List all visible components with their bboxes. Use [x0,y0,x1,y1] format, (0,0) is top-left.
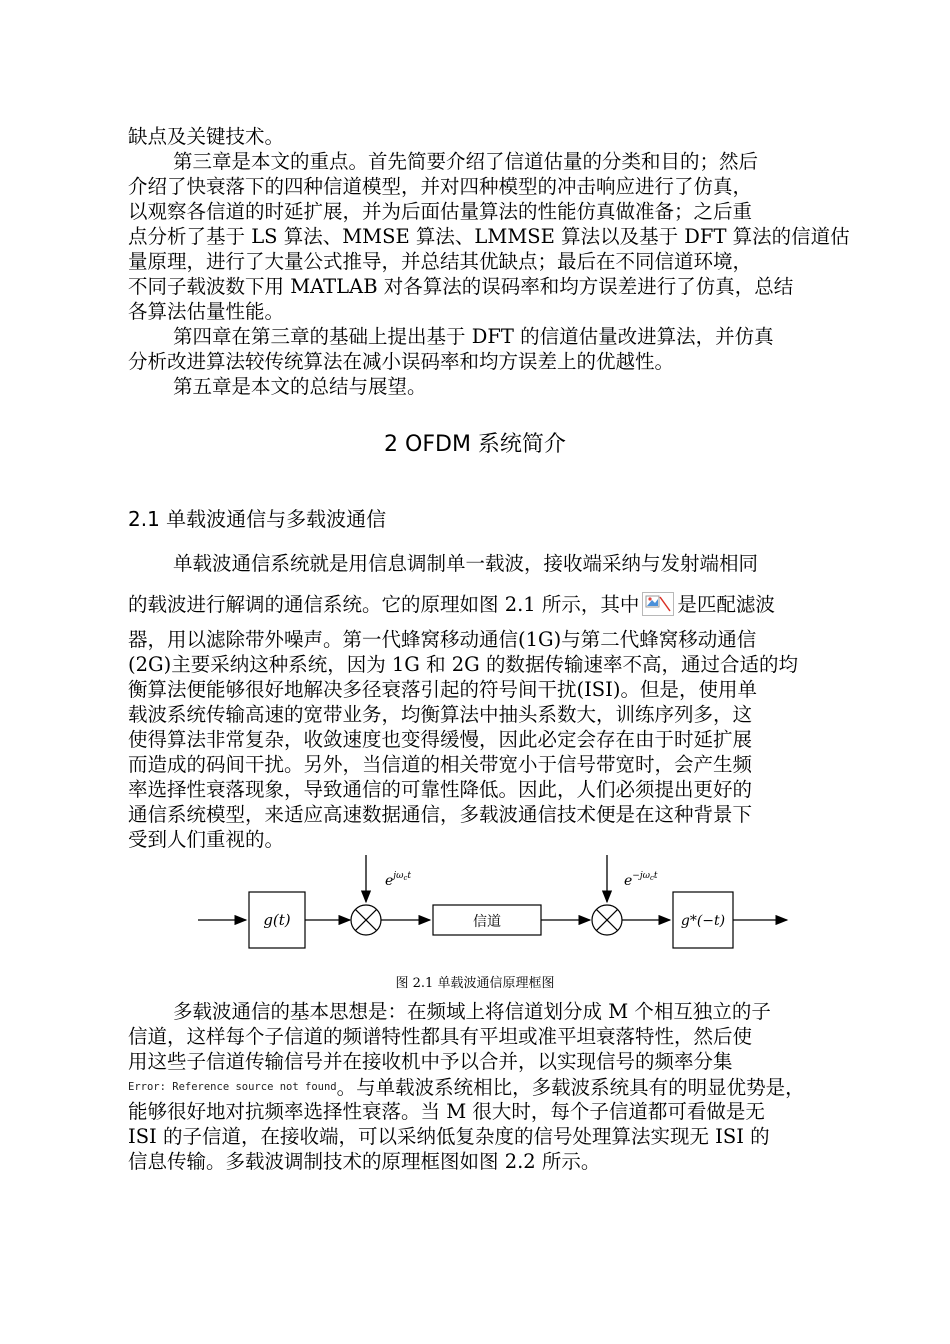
body-line: 单载波通信系统就是用信息调制单一载波，接收端采纳与发射端相同 [173,552,759,575]
body-line: 信道，这样每个子信道的频谱特性都具有平坦或准平坦衰落特性，然后使 [128,1025,753,1048]
reference-error-text: Error: Reference source not found [128,1081,337,1093]
body-line: 使得算法非常复杂，收敛速度也变得缓慢，因此必定会存在由于时延扩展 [128,728,753,751]
intro-line: 缺点及关键技术。 [128,125,285,148]
body-line: 载波系统传输高速的宽带业务，均衡算法中抽头系数大，训练序列多，这 [128,703,753,726]
intro-line: 第五章是本文的总结与展望。 [173,375,427,398]
section-title: 2.1 单载波通信与多载波通信 [128,507,387,531]
body-line-part: 是匹配滤波 [677,593,775,616]
body-line: 率选择性衰落现象，导致通信的可靠性降低。因此，人们必须提出更好的 [128,778,753,801]
intro-line: 第四章在第三章的基础上提出基于 DFT 的信道估量改进算法，并仿真 [173,325,774,348]
body-line: 器，用以滤除带外噪声。第一代蜂窝移动通信(1G)与第二代蜂窝移动通信 [128,628,757,651]
intro-line: 点分析了基于 LS 算法、MMSE 算法、LMMSE 算法以及基于 DFT 算法的信道估 [128,225,850,248]
body-line: 通信系统模型，来适应高速数据通信，多载波通信技术便是在这种背景下 [128,803,753,826]
body-line: 信息传输。多载波调制技术的原理框图如图 2.2 所示。 [128,1150,601,1173]
body-line [128,1075,863,1100]
body-line: 而造成的码间干扰。另外，当信道的相关带宽小于信号带宽时，会产生频 [128,753,753,776]
local-carrier-label: $e^{-j\omega}ct$ [624,871,658,889]
channel-label: 信道 [473,914,501,930]
carrier-label: $e^{j\omega}ct$ [385,871,411,889]
body-line: 能够很好地对抗频率选择性衰落。当 M 很大时，每个子信道都可看做是无 [128,1100,765,1123]
body-line-part: 的载波进行解调的通信系统。它的原理如图 2.1 所示，其中 [128,593,640,616]
body-line: 受到人们重视的。 [128,828,285,851]
intro-line: 量原理，进行了大量公式推导，并总结其优缺点；最后在不同信道环境， [128,250,753,273]
body-line: 多载波通信的基本思想是：在频域上将信道划分成 M 个相互独立的子 [173,1000,771,1023]
intro-line: 介绍了快衰落下的四种信道模型，并对四种模型的冲击响应进行了仿真， [128,175,753,198]
figure-caption: 图 2.1 单载波通信原理框图 [395,976,555,991]
body-line-part: 。与单载波系统相比，多载波系统具有的明显优势是， [336,1076,805,1099]
intro-line: 不同子载波数下用 MATLAB 对各算法的误码率和均方误差进行了仿真，总结 [128,275,794,298]
chapter-title: 2 OFDM 系统简介 [384,432,566,457]
transmit-filter-label: g(t) [263,911,291,929]
body-line: 衡算法便能够很好地解决多径衰落引起的符号间干扰(ISI)。但是，使用单 [128,678,757,701]
intro-line: 以观察各信道的时延扩展，并为后面估量算法的性能仿真做准备；之后重 [128,200,753,223]
body-line: (2G)主要采纳这种系统，因为 1G 和 2G 的数据传输速率不高，通过合适的均 [128,653,798,676]
matched-filter-label: g*(−t) [680,913,726,929]
intro-line: 第三章是本文的重点。首先简要介绍了信道估量的分类和目的；然后 [173,150,759,173]
intro-line: 分析改进算法较传统算法在减小误码率和均方误差上的优越性。 [128,350,675,373]
broken-image-icon [642,592,674,616]
intro-line: 各算法估量性能。 [128,300,285,323]
body-line: 用这些子信道传输信号并在接收机中予以合并，以实现信号的频率分集 [128,1050,733,1073]
single-carrier-block-diagram [190,850,800,960]
body-line: ISI 的子信道，在接收端，可以采纳低复杂度的信号处理算法实现无 ISI 的 [128,1125,770,1148]
body-line [128,591,863,621]
